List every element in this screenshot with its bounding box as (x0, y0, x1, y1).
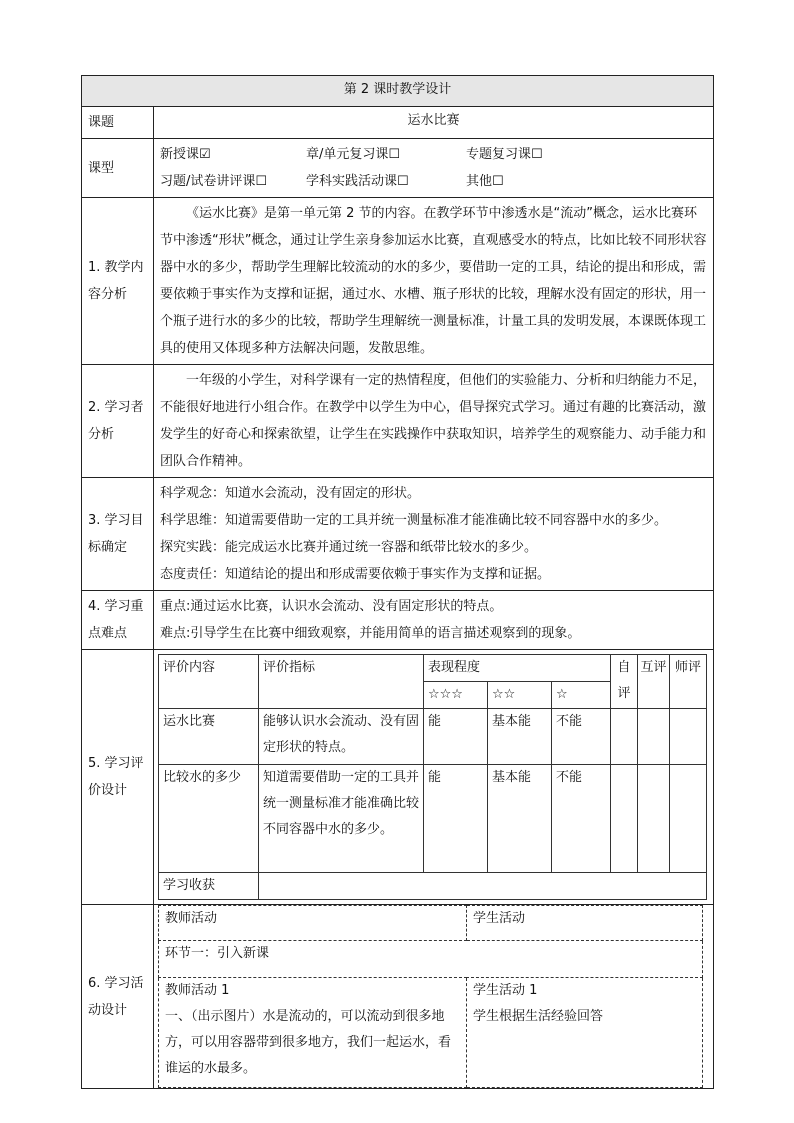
eval-header-two-stars: ☆☆ (488, 682, 552, 709)
content-analysis-text: 《运水比赛》是第一单元第 2 节的内容。在教学环节中渗透水是“流动”概念，运水比赛环节中渗透“形状”概念，通过让学生亲身参加运水比赛，直观感受水的特点，比如比较不同形状容器中水的多少，帮助学生理解比较流动的水的多少，要借助一定的工具，结论的提出和形成，需要依赖于事实作为支撑和证据，通过水、水槽、瓶子形状的比较，理解水没有固定的形状，用一个瓶子进行水的多少的比较，帮助学生理解统一测量标准，计量工具的发明发展，本课既体现工具的使用又体现多种方法解决问题，发散思维。 (154, 198, 714, 365)
eval-row-content: 比较水的多少 (159, 765, 259, 873)
objective-science-thinking: 科学思维：知道需要借助一定的工具并统一测量标准才能准确比较不同容器中水的多少。 (160, 513, 668, 528)
course-type-row-2 (160, 168, 707, 195)
activities-cell (154, 905, 714, 1089)
eval-header-indicator: 评价指标 (259, 655, 424, 709)
key-points-list (154, 591, 714, 650)
activities-label: 6. 学习活动设计 (82, 905, 154, 1089)
option-exercise-review: 习题/试卷讲评课☐ (160, 174, 268, 189)
eval-row-level-2: 基本能 (488, 709, 552, 765)
student-activity-1-title: 学生活动 1 (473, 983, 538, 998)
course-type-label: 课型 (82, 139, 154, 198)
eval-header-teacher: 师评 (670, 655, 707, 709)
objectives-label: 3. 学习目标确定 (82, 478, 154, 591)
eval-row-indicator: 知道需要借助一定的工具并统一测量标准才能准确比较不同容器中水的多少。 (259, 765, 424, 873)
eval-header-content: 评价内容 (159, 655, 259, 709)
eval-row-level-3: 能 (424, 765, 488, 873)
teacher-activity-1 (159, 978, 467, 1088)
learner-analysis-text: 一年级的小学生，对科学课有一定的热情程度，但他们的实验能力、分析和归纳能力不足，不能很好地进行小组合作。在教学中以学生为中心，倡导探究式学习。通过有趣的比赛活动，激发学生的好奇心和探索欲望，让学生在实践操作中获取知识，培养学生的观察能力、动手能力和团队合作精神。 (154, 365, 714, 478)
section-intro-title: 环节一：引入新课 (159, 941, 703, 978)
teacher-activity-header: 教师活动 (159, 906, 467, 941)
lesson-plan-sheet (81, 75, 713, 1089)
eval-row-level-2: 基本能 (488, 765, 552, 873)
eval-row-teacher (670, 709, 707, 765)
eval-row-content: 运水比赛 (159, 709, 259, 765)
student-activity-1 (467, 978, 703, 1088)
eval-header-peer: 互评 (638, 655, 670, 709)
topic-value: 运水比赛 (154, 107, 714, 139)
teacher-activity-1-title: 教师活动 1 (165, 983, 230, 998)
key-point: 重点:通过运水比赛，认识水会流动、没有固定形状的特点。 (160, 599, 503, 614)
course-type-row-1 (160, 141, 707, 168)
eval-row-level-1: 不能 (552, 709, 611, 765)
option-other: 其他☐ (466, 174, 504, 189)
eval-harvest-value (259, 873, 707, 900)
teacher-activity-1-text: 一、（出示图片）水是流动的，可以流动到很多地方，可以用容器带到很多地方，我们一起运水，看谁运的水最多。 (165, 1009, 452, 1076)
option-new-lesson: 新授课☑ (160, 147, 211, 162)
document-title: 第 2 课时教学设计 (82, 76, 714, 107)
eval-harvest-label: 学习收获 (159, 873, 259, 900)
evaluation-label: 5. 学习评价设计 (82, 650, 154, 905)
eval-header-level: 表现程度 (424, 655, 611, 682)
content-analysis-label: 1. 教学内容分析 (82, 198, 154, 365)
option-unit-review: 章/单元复习课☐ (306, 147, 401, 162)
option-topic-review: 专题复习课☐ (466, 147, 543, 162)
eval-header-three-stars: ☆☆☆ (424, 682, 488, 709)
eval-row-self (611, 765, 638, 873)
eval-row-level-1: 不能 (552, 765, 611, 873)
student-activity-header: 学生活动 (467, 906, 703, 941)
eval-row-peer (638, 765, 670, 873)
eval-header-self: 自评 (611, 655, 638, 709)
evaluation-table (158, 654, 707, 900)
difficult-point: 难点:引导学生在比赛中细致观察，并能用简单的语言描述观察到的现象。 (160, 626, 581, 641)
option-practice-activity: 学科实践活动课☐ (306, 174, 409, 189)
key-points-label: 4. 学习重点难点 (82, 591, 154, 650)
eval-header-one-star: ☆ (552, 682, 611, 709)
eval-row-self (611, 709, 638, 765)
course-type-options (154, 139, 714, 198)
topic-label: 课题 (82, 107, 154, 139)
eval-row-peer (638, 709, 670, 765)
eval-row-level-3: 能 (424, 709, 488, 765)
learner-analysis-label: 2. 学习者分析 (82, 365, 154, 478)
eval-row-teacher (670, 765, 707, 873)
objective-attitude: 态度责任：知道结论的提出和形成需要依赖于事实作为支撑和证据。 (160, 567, 551, 582)
lesson-plan-table (81, 75, 714, 1089)
student-activity-1-text: 学生根据生活经验回答 (473, 1009, 604, 1024)
eval-row-indicator: 能够认识水会流动、没有固定形状的特点。 (259, 709, 424, 765)
objective-inquiry-practice: 探究实践：能完成运水比赛并通过统一容器和纸带比较水的多少。 (160, 540, 538, 555)
activities-table (158, 905, 703, 1088)
objectives-list (154, 478, 714, 591)
evaluation-cell (154, 650, 714, 905)
objective-science-concept: 科学观念：知道水会流动，没有固定的形状。 (160, 486, 421, 501)
